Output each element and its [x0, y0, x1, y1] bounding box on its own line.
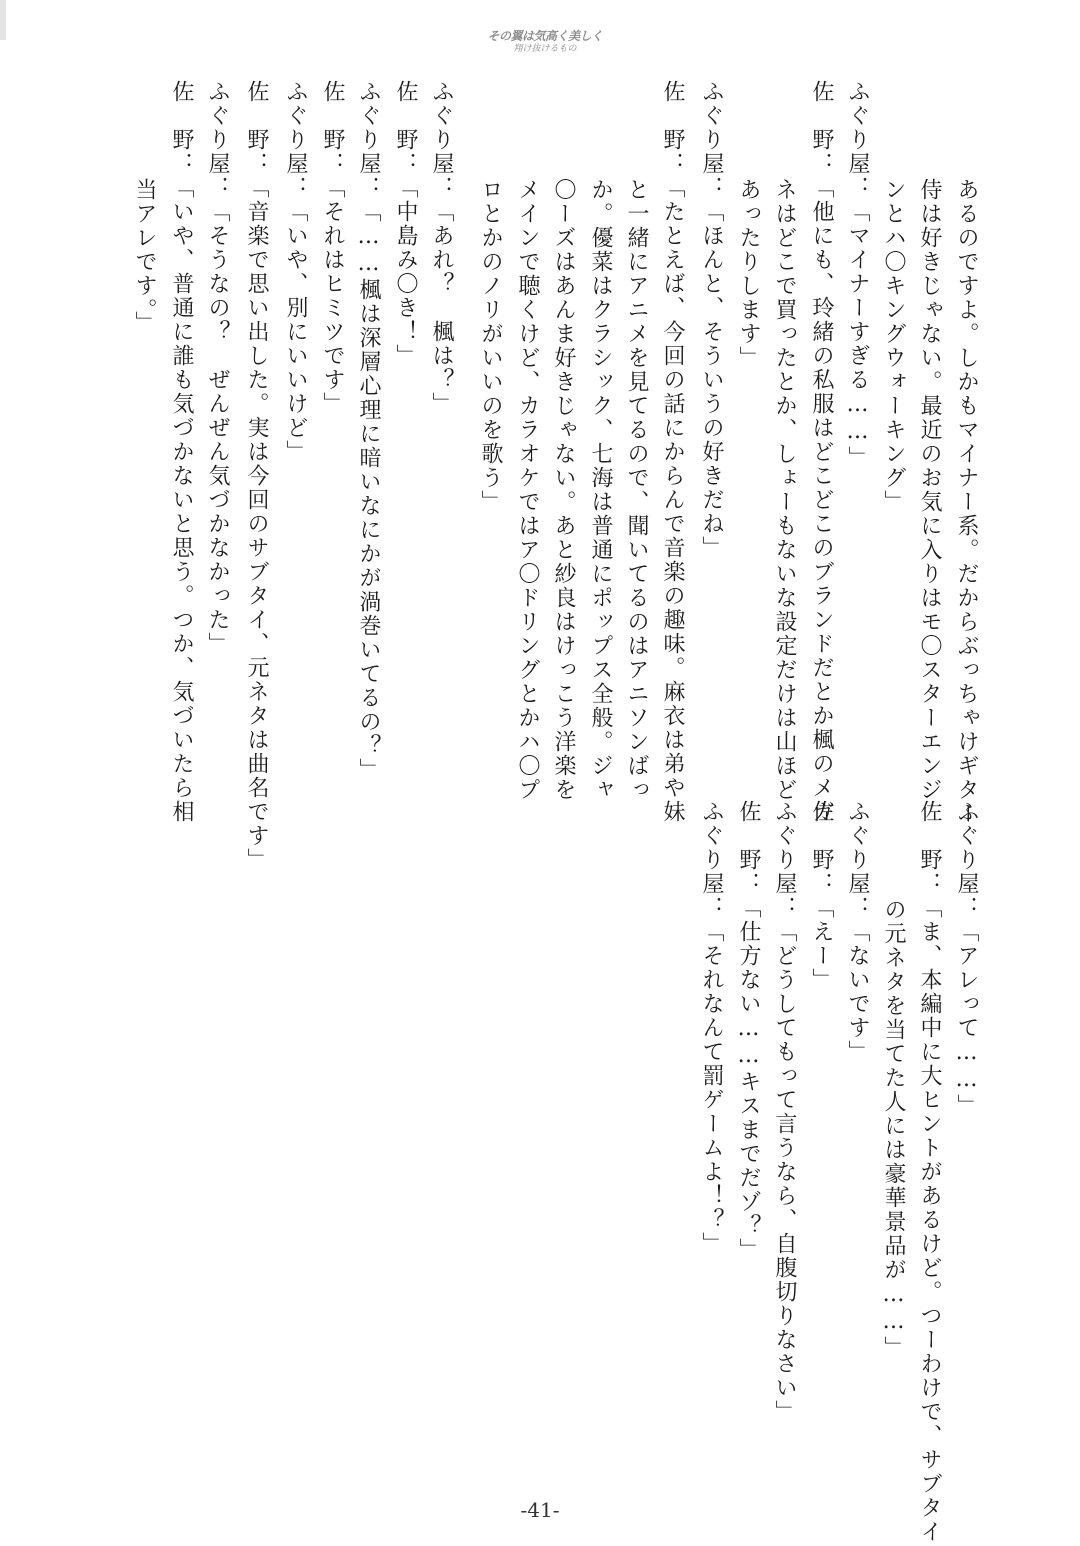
- text-line: ふぐり屋：「ほんと、そういうの好きだね」: [699, 80, 724, 560]
- text-line: あったりします」: [736, 178, 761, 370]
- text-line: ふぐり屋：「……楓は深層心理に暗いなにかが渦巻いてるの？」: [356, 80, 381, 782]
- text-line: か。優菜はクラシック、七海は普通にポップス全般。ジャ: [588, 178, 613, 802]
- header-logo: [470, 30, 620, 54]
- text-line: と一緒にアニメを見てるので、聞いてるのはアニソンばっ: [624, 178, 649, 802]
- text-line: メインで聴くけど、カラオケではア〇ドリングとかハ〇プ: [515, 178, 540, 802]
- text-line: 佐 野：「たとえば、今回の話にからんで音楽の趣味。麻衣は弟や妹: [660, 80, 685, 824]
- text-line: 佐 野：「仕方ない……キスまでだゾ？」: [736, 800, 761, 1262]
- text-line: あるのですよ。しかもマイナー系。だからぶっちゃけギター: [954, 178, 979, 826]
- text-line: 侍は好きじゃない。最近のお気に入りはモ〇スターエンジ: [917, 178, 942, 802]
- text-line: 佐 野：「他にも、玲緒の私服はどこどこのブランドだとか楓のメガ: [809, 80, 834, 824]
- text-line: ふぐり屋：「いや、別にいいけど」: [283, 80, 308, 464]
- text-line: 〇ーズはあんま好きじゃない。あと紗良はけっこう洋楽を: [551, 178, 576, 802]
- page-number: -41-: [520, 1498, 560, 1522]
- text-line: ンとハ〇キングウォーキング」: [881, 178, 906, 514]
- header-logo-line2: 翔け抜けるもの: [513, 43, 577, 54]
- header-logo-line1: その翼は気高く美しく: [487, 29, 603, 43]
- text-line: ふぐり屋：「ないです」: [845, 800, 870, 1064]
- text-line: ロとかのノリがいいのを歌う」: [478, 178, 503, 514]
- text-line: ネはどこで買ったとか、しょーもないな設定だけは山ほど: [772, 178, 797, 802]
- text-line: ふぐり屋：「どうしてもって言うなら、自腹切りなさい」: [772, 800, 797, 1424]
- text-line: 佐 野：「中島み〇き！」: [393, 80, 418, 368]
- corner-mark: [0, 0, 6, 40]
- text-line: 当アレです。」: [132, 178, 157, 335]
- text-line: ふぐり屋：「マイナーすぎる……」: [845, 80, 870, 470]
- text-line: 佐 野：「音楽で思い出した。実は今回のサブタイ、元ネタは曲名です」: [244, 80, 269, 872]
- text-line: 佐 野：「いや、普通に誰も気づかないと思う。つか、気づいたら相: [169, 80, 194, 824]
- text-line: ふぐり屋：「それなんて罰ゲームよ！？」: [699, 800, 724, 1256]
- text-line: の元ネタを当てた人には豪華景品が……」: [881, 898, 906, 1360]
- text-line: ふぐり屋：「そうなの？ ぜんぜん気づかなかった」: [205, 80, 230, 656]
- text-line: ふぐり屋：「あれ？ 楓は？」: [429, 80, 454, 416]
- text-line: ふぐり屋：「アレって……」: [954, 800, 979, 1118]
- text-line: 佐 野：「それはヒミツです」: [320, 80, 345, 416]
- text-line: 佐 野：「えー」: [809, 800, 834, 992]
- text-line: 佐 野：「ま、本編中に大ヒントがあるけど。つーわけで、サブタイ: [917, 800, 942, 1544]
